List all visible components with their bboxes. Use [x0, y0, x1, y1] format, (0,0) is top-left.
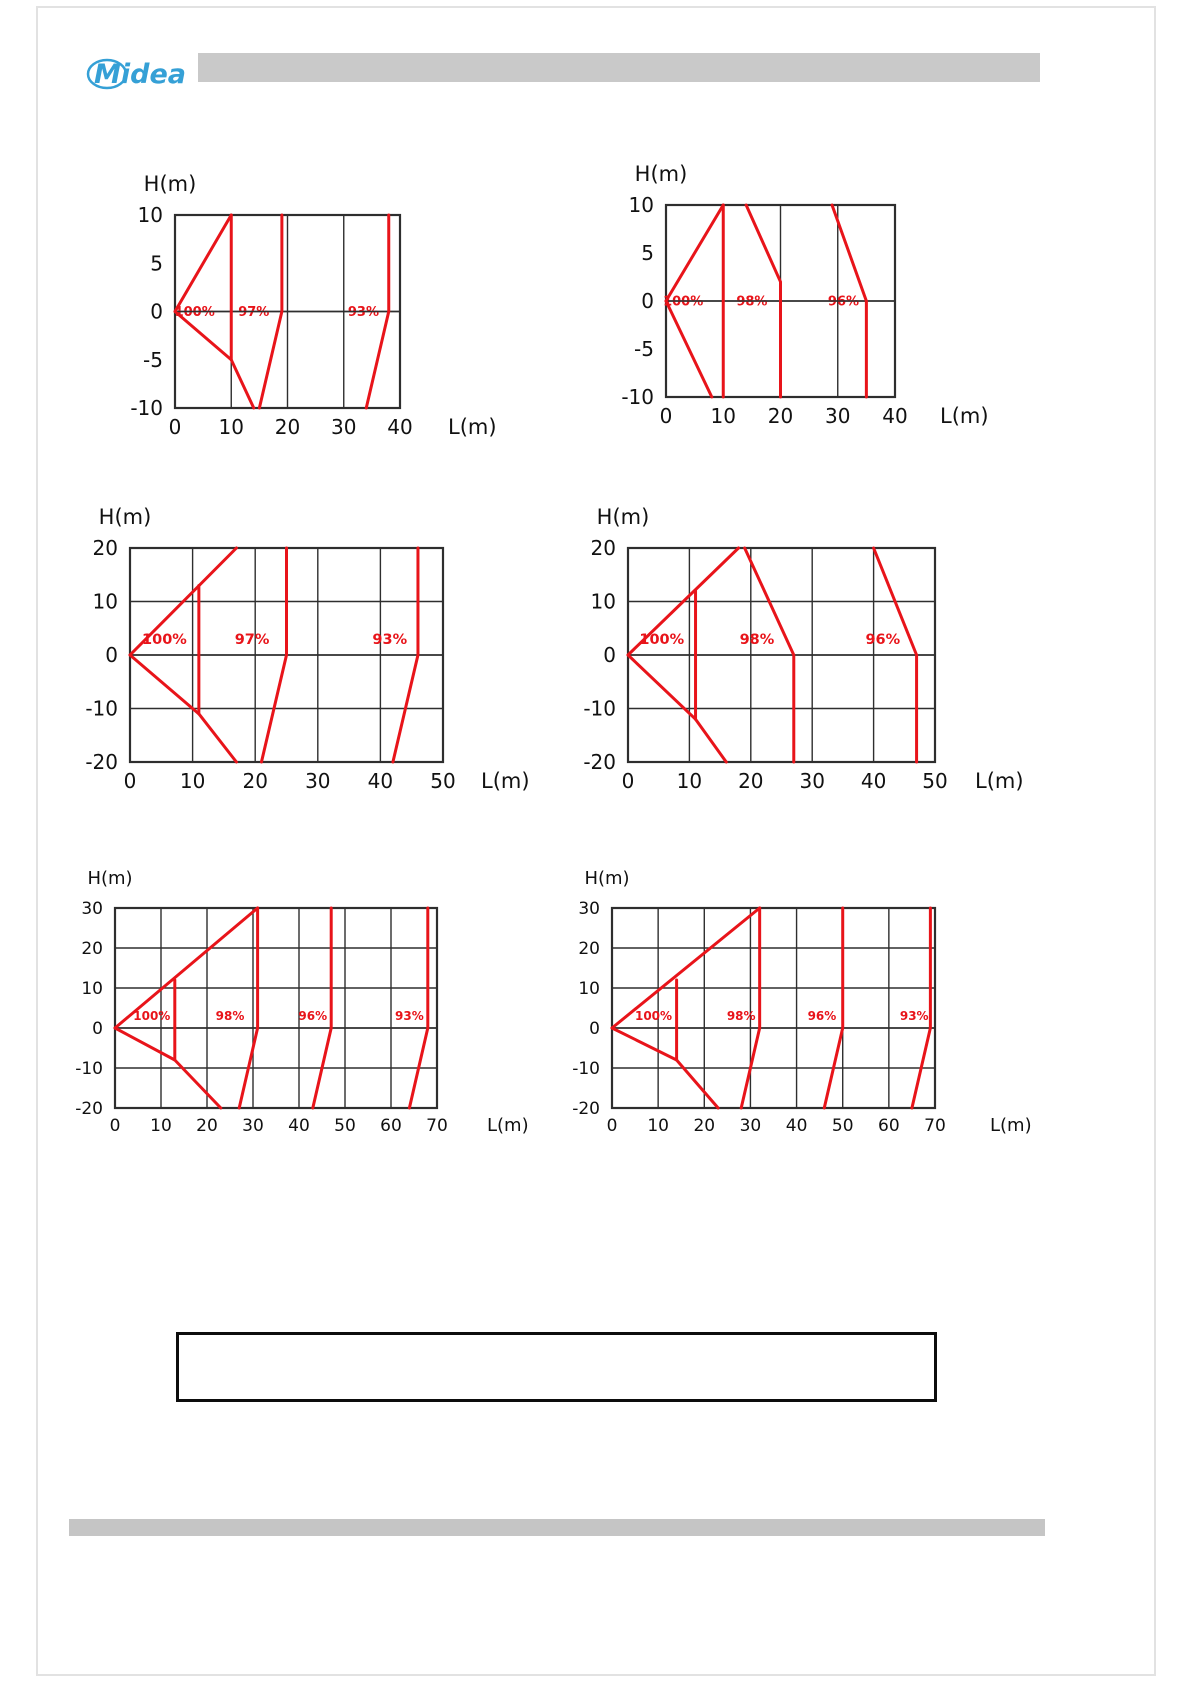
- x-tick-label: 10: [647, 1116, 669, 1136]
- x-axis-title: L(m): [990, 1115, 1032, 1136]
- capacity-percent-label: 100%: [142, 632, 187, 649]
- chart-canvas: [45, 855, 555, 1155]
- 96pct-boundary: [824, 908, 842, 1108]
- x-tick-label: 10: [676, 769, 703, 793]
- midea-logo: [84, 50, 214, 96]
- capacity-percent-label: 93%: [395, 1009, 424, 1024]
- capacity-percent-label: 100%: [133, 1009, 171, 1024]
- header-bar: [198, 53, 1040, 82]
- y-tick-label: 30: [81, 898, 103, 919]
- x-tick-label: 60: [878, 1116, 900, 1136]
- x-tick-label: 30: [305, 769, 331, 793]
- 93pct-boundary: [912, 908, 930, 1108]
- y-tick-label: -10: [621, 385, 654, 409]
- x-tick-label: 10: [150, 1116, 172, 1136]
- x-tick-label: 10: [710, 404, 736, 428]
- y-tick-label: 0: [92, 1018, 103, 1039]
- y-tick-label: 0: [641, 289, 654, 313]
- capacity-chart-bottom-right: [545, 855, 1065, 1159]
- y-tick-label: 20: [578, 938, 600, 959]
- x-tick-label: 30: [799, 769, 825, 793]
- x-tick-label: 0: [168, 415, 182, 439]
- x-tick-label: 40: [367, 769, 394, 793]
- y-tick-label: 0: [603, 643, 616, 667]
- capacity-chart-middle-left: [55, 480, 585, 829]
- capacity-percent-label: 98%: [739, 632, 775, 649]
- x-tick-label: 0: [109, 1116, 121, 1136]
- x-tick-label: 0: [123, 769, 137, 793]
- x-tick-label: 70: [426, 1116, 448, 1136]
- capacity-chart-middle-right: [555, 480, 1085, 829]
- 98pct-boundary: [239, 908, 257, 1108]
- x-tick-label: 0: [659, 404, 673, 428]
- x-tick-label: 50: [430, 769, 456, 793]
- capacity-percent-label: 100%: [634, 1009, 673, 1024]
- x-tick-label: 60: [380, 1116, 402, 1136]
- capacity-percent-label: 98%: [736, 294, 768, 310]
- capacity-percent-label: 100%: [639, 632, 685, 649]
- 100pct-upper-boundary: [666, 205, 723, 301]
- y-axis-title: H(m): [143, 172, 197, 196]
- y-tick-label: 0: [105, 643, 118, 667]
- y-tick-label: 20: [590, 536, 616, 560]
- x-tick-label: 30: [242, 1116, 264, 1136]
- x-axis-title: L(m): [975, 769, 1024, 793]
- x-tick-label: 20: [767, 404, 794, 428]
- x-tick-label: 40: [785, 1116, 808, 1136]
- x-tick-label: 40: [860, 769, 887, 793]
- x-tick-label: 30: [331, 415, 357, 439]
- x-tick-label: 40: [882, 404, 908, 428]
- y-tick-label: -20: [85, 750, 118, 774]
- capacity-chart-bottom-left: [45, 855, 555, 1159]
- y-tick-label: 20: [81, 938, 103, 959]
- capacity-percent-label: 100%: [174, 305, 215, 321]
- capacity-chart-top-left: [85, 150, 545, 474]
- x-tick-label: 10: [218, 415, 244, 439]
- chart-canvas: [555, 480, 1085, 825]
- capacity-percent-label: 93%: [899, 1009, 929, 1024]
- y-tick-label: 10: [81, 978, 103, 999]
- 93pct-boundary: [409, 908, 427, 1108]
- x-tick-label: 20: [693, 1116, 716, 1136]
- y-tick-label: 10: [590, 589, 616, 614]
- y-tick-label: 5: [150, 251, 163, 276]
- 100pct-upper-boundary: [175, 215, 231, 312]
- capacity-percent-label: 93%: [372, 632, 408, 649]
- x-axis-title: L(m): [481, 769, 530, 793]
- note-box: [176, 1332, 937, 1402]
- capacity-percent-label: 93%: [347, 305, 379, 321]
- x-tick-label: 20: [274, 415, 301, 439]
- capacity-percent-label: 97%: [234, 632, 270, 649]
- y-tick-label: -10: [130, 396, 163, 420]
- y-tick-label: 30: [578, 898, 600, 919]
- y-axis-title: H(m): [634, 162, 688, 186]
- y-axis-title: H(m): [596, 505, 650, 529]
- x-tick-label: 0: [606, 1116, 618, 1136]
- x-tick-label: 20: [242, 769, 268, 793]
- x-tick-label: 10: [179, 769, 206, 793]
- 100pct-lower-boundary: [175, 312, 254, 409]
- chart-canvas: [545, 855, 1065, 1155]
- y-tick-label: -10: [75, 1058, 103, 1079]
- y-axis-title: H(m): [584, 868, 630, 889]
- x-tick-label: 70: [924, 1116, 946, 1136]
- x-tick-label: 50: [334, 1116, 356, 1136]
- y-tick-label: 0: [150, 299, 163, 324]
- y-tick-label: 10: [137, 203, 163, 227]
- capacity-chart-top-right: [575, 140, 1045, 464]
- y-tick-label: -10: [583, 696, 616, 721]
- chart-canvas: [575, 140, 1045, 460]
- x-axis-title: L(m): [448, 415, 497, 439]
- x-tick-label: 0: [621, 769, 635, 793]
- y-tick-label: -20: [75, 1098, 103, 1119]
- 96pct-boundary: [313, 908, 331, 1108]
- y-tick-label: 5: [641, 241, 654, 265]
- y-tick-label: -10: [572, 1058, 600, 1079]
- x-tick-label: 30: [739, 1116, 762, 1136]
- midea-logo-text: Midea: [94, 59, 186, 90]
- x-tick-label: 50: [831, 1116, 854, 1136]
- y-tick-label: 20: [92, 536, 118, 560]
- x-tick-label: 30: [825, 404, 851, 428]
- x-axis-title: L(m): [940, 404, 989, 428]
- chart-canvas: [55, 480, 585, 825]
- capacity-percent-label: 98%: [215, 1009, 245, 1024]
- footer-bar: [69, 1519, 1045, 1536]
- x-tick-label: 20: [738, 769, 764, 793]
- x-tick-label: 20: [196, 1116, 218, 1136]
- y-axis-title: H(m): [87, 868, 133, 889]
- y-tick-label: -20: [583, 750, 616, 774]
- x-tick-label: 50: [922, 769, 948, 793]
- y-axis-title: H(m): [98, 505, 152, 529]
- x-tick-label: 40: [387, 415, 413, 439]
- capacity-percent-label: 97%: [238, 305, 270, 321]
- y-tick-label: 10: [92, 589, 118, 614]
- 100pct-lower-boundary: [666, 301, 712, 397]
- chart-canvas: [85, 150, 545, 470]
- capacity-percent-label: 96%: [827, 294, 860, 310]
- x-tick-label: 40: [288, 1116, 310, 1136]
- capacity-percent-label: 96%: [298, 1009, 328, 1024]
- midea-logo-graphic: [84, 50, 214, 96]
- y-tick-label: 0: [589, 1018, 600, 1039]
- y-tick-label: -20: [572, 1098, 600, 1119]
- y-tick-label: -5: [634, 337, 654, 361]
- y-tick-label: -10: [85, 696, 118, 721]
- capacity-percent-label: 96%: [865, 632, 901, 649]
- capacity-percent-label: 98%: [726, 1009, 756, 1024]
- capacity-percent-label: 96%: [807, 1009, 837, 1024]
- y-tick-label: 10: [578, 978, 600, 999]
- x-axis-title: L(m): [487, 1115, 529, 1136]
- capacity-percent-label: 100%: [663, 294, 704, 310]
- y-tick-label: 10: [628, 193, 654, 217]
- y-tick-label: -5: [143, 347, 163, 372]
